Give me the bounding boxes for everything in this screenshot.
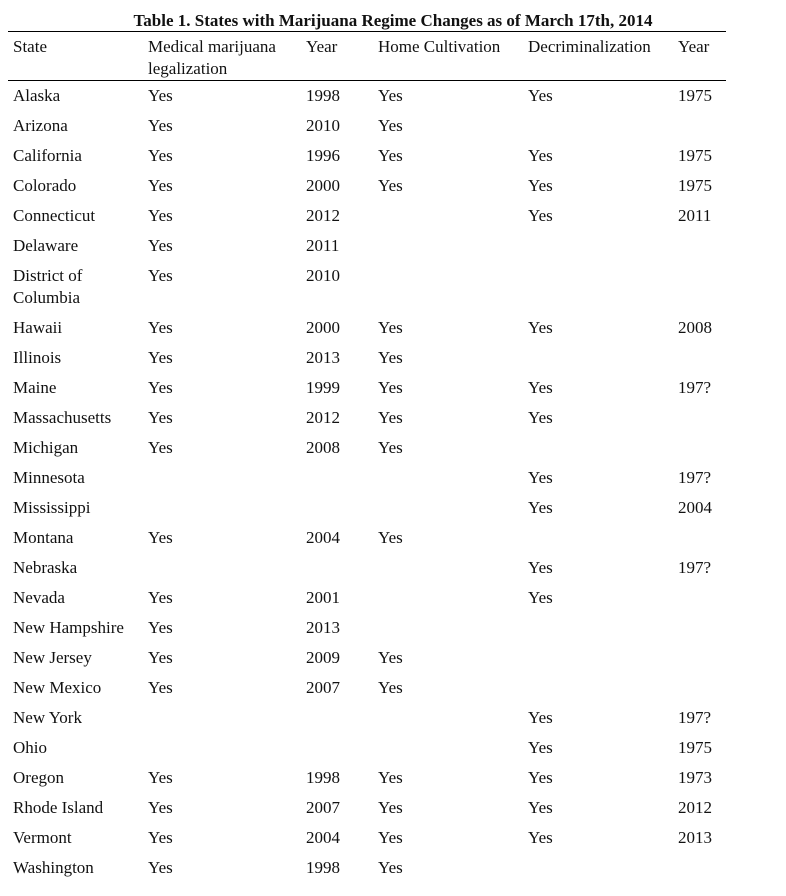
state-name: Michigan: [13, 438, 79, 457]
cell-year-medical: 2009: [306, 648, 340, 667]
table-row: [0, 115, 786, 145]
cell-state: [13, 797, 103, 819]
cell-state: [13, 205, 95, 227]
table-row: [0, 617, 786, 647]
table-row: [0, 527, 786, 557]
state-name: Delaware: [13, 236, 79, 255]
state-name: New Jersey: [13, 648, 92, 667]
cell-year-medical: 2013: [306, 348, 340, 367]
table-row: [0, 467, 786, 497]
cell-year-decrim: 2012: [678, 798, 712, 817]
cell-home-cultivation: Yes: [378, 858, 403, 877]
state-name: Illinois: [13, 348, 62, 367]
cell-year-decrim: 1973: [678, 768, 712, 787]
cell-home-cultivation: Yes: [378, 678, 403, 697]
state-name: District of: [13, 266, 83, 285]
cell-medical: Yes: [148, 798, 173, 817]
state-name: New Hampshire: [13, 618, 124, 637]
cell-home-cultivation: Yes: [378, 528, 403, 547]
cell-home-cultivation: Yes: [378, 116, 403, 135]
table-row: [0, 797, 786, 827]
cell-medical: Yes: [148, 348, 173, 367]
cell-state: [13, 377, 56, 399]
cell-year-medical: 1999: [306, 378, 340, 397]
table-row: [0, 407, 786, 437]
table-title: Table 1. States with Marijuana Regime Changes as of March 17th, 2014: [133, 11, 653, 30]
cell-state: [13, 497, 90, 519]
table-row: [0, 85, 786, 115]
table-row: [0, 647, 786, 677]
cell-medical: Yes: [148, 146, 173, 165]
cell-year-decrim: 2013: [678, 828, 712, 847]
table-row: [0, 437, 786, 467]
header-medical: [148, 36, 276, 80]
cell-year-decrim: 197?: [678, 558, 712, 577]
cell-year-decrim: 1975: [678, 738, 712, 757]
header-year-decrim: Year: [678, 37, 710, 56]
cell-decriminalization: Yes: [528, 708, 553, 727]
cell-decriminalization: Yes: [528, 468, 553, 487]
cell-state: [13, 347, 61, 369]
state-name: Oregon: [13, 768, 64, 787]
cell-year-medical: 1998: [306, 86, 340, 105]
state-name: Alaska: [13, 86, 61, 105]
cell-medical: Yes: [148, 86, 173, 105]
state-name: Washington: [13, 858, 94, 877]
state-name: Vermont: [13, 828, 72, 847]
cell-medical: Yes: [148, 318, 173, 337]
cell-decriminalization: Yes: [528, 408, 553, 427]
cell-year-decrim: 2008: [678, 318, 712, 337]
cell-home-cultivation: Yes: [378, 348, 403, 367]
cell-medical: Yes: [148, 618, 173, 637]
table-row: [0, 587, 786, 617]
cell-state: [13, 317, 62, 339]
cell-medical: Yes: [148, 116, 173, 135]
cell-decriminalization: Yes: [528, 146, 553, 165]
cell-medical: Yes: [148, 266, 173, 285]
state-name: Massachusetts: [13, 408, 112, 427]
cell-state: [13, 647, 92, 669]
cell-medical: Yes: [148, 768, 173, 787]
table-row: [0, 497, 786, 527]
cell-medical: Yes: [148, 678, 173, 697]
cell-year-decrim: 197?: [678, 378, 712, 397]
cell-home-cultivation: Yes: [378, 378, 403, 397]
cell-state: [13, 677, 101, 699]
state-name: California: [13, 146, 82, 165]
cell-medical: Yes: [148, 408, 173, 427]
cell-year-decrim: 197?: [678, 468, 712, 487]
cell-home-cultivation: Yes: [378, 438, 403, 457]
cell-state: [13, 175, 76, 197]
cell-state: [13, 467, 85, 489]
state-name: Colorado: [13, 176, 77, 195]
cell-year-medical: 2012: [306, 408, 340, 427]
header-decriminalization: Decriminalization: [528, 37, 651, 56]
state-name: New Mexico: [13, 678, 102, 697]
cell-year-decrim: 1975: [678, 176, 712, 195]
cell-state: [13, 527, 73, 549]
state-name: Minnesota: [13, 468, 85, 487]
cell-year-decrim: 2011: [678, 206, 712, 225]
table-row: [0, 205, 786, 235]
header-year-medical: Year: [306, 37, 338, 56]
cell-year-medical: 2004: [306, 528, 340, 547]
header-state: State: [13, 37, 47, 56]
table-row: [0, 317, 786, 347]
cell-state: [13, 235, 78, 257]
top-rule: [8, 31, 726, 32]
cell-year-medical: 2007: [306, 798, 340, 817]
cell-year-medical: 2013: [306, 618, 340, 637]
cell-home-cultivation: Yes: [378, 828, 403, 847]
cell-year-medical: 1996: [306, 146, 340, 165]
cell-year-medical: 2011: [306, 236, 340, 255]
table-row: [0, 677, 786, 707]
cell-state: [13, 265, 82, 309]
state-name: Ohio: [13, 738, 47, 757]
state-name: Rhode Island: [13, 798, 104, 817]
header-home-cultivation: Home Cultivation: [378, 37, 501, 56]
cell-state: [13, 827, 72, 849]
cell-decriminalization: Yes: [528, 378, 553, 397]
cell-state: [13, 857, 94, 879]
cell-year-decrim: 197?: [678, 708, 712, 727]
cell-medical: Yes: [148, 378, 173, 397]
table-row: [0, 235, 786, 265]
table-row: [0, 265, 786, 317]
cell-medical: Yes: [148, 176, 173, 195]
table-header: [0, 36, 786, 80]
cell-year-medical: 2001: [306, 588, 340, 607]
cell-year-medical: 1998: [306, 858, 340, 877]
cell-year-decrim: 1975: [678, 146, 712, 165]
cell-state: [13, 587, 65, 609]
cell-home-cultivation: Yes: [378, 768, 403, 787]
state-name: Arizona: [13, 116, 68, 135]
cell-year-medical: 2008: [306, 438, 340, 457]
table-row: [0, 707, 786, 737]
header-medical-line1: Medical marijuana: [148, 37, 276, 56]
table-row: [0, 145, 786, 175]
cell-decriminalization: Yes: [528, 176, 553, 195]
table-row: [0, 347, 786, 377]
cell-medical: Yes: [148, 528, 173, 547]
cell-home-cultivation: Yes: [378, 798, 403, 817]
cell-state: [13, 437, 78, 459]
cell-home-cultivation: Yes: [378, 176, 403, 195]
cell-decriminalization: Yes: [528, 498, 553, 517]
cell-decriminalization: Yes: [528, 558, 553, 577]
cell-medical: Yes: [148, 648, 173, 667]
cell-state: [13, 737, 47, 759]
cell-state: [13, 767, 64, 789]
header-rule: [8, 80, 726, 81]
cell-state: [13, 707, 82, 729]
cell-year-decrim: 2004: [678, 498, 712, 517]
state-name: Connecticut: [13, 206, 96, 225]
cell-medical: Yes: [148, 858, 173, 877]
cell-year-medical: 2010: [306, 116, 340, 135]
state-name: Maine: [13, 378, 57, 397]
cell-year-medical: 2000: [306, 318, 340, 337]
cell-year-medical: 2012: [306, 206, 340, 225]
table-row: [0, 377, 786, 407]
state-name: Nebraska: [13, 558, 78, 577]
state-name: New York: [13, 708, 82, 727]
cell-year-medical: 2007: [306, 678, 340, 697]
cell-state: [13, 557, 77, 579]
cell-home-cultivation: Yes: [378, 86, 403, 105]
table-row: [0, 827, 786, 857]
table-row: [0, 767, 786, 797]
cell-medical: Yes: [148, 236, 173, 255]
cell-state: [13, 115, 68, 137]
cell-year-medical: 1998: [306, 768, 340, 787]
cell-medical: Yes: [148, 206, 173, 225]
cell-home-cultivation: Yes: [378, 318, 403, 337]
state-name: Nevada: [13, 588, 65, 607]
cell-home-cultivation: Yes: [378, 648, 403, 667]
cell-year-medical: 2010: [306, 266, 340, 285]
cell-year-medical: 2000: [306, 176, 340, 195]
cell-medical: Yes: [148, 588, 173, 607]
cell-decriminalization: Yes: [528, 828, 553, 847]
state-name-line2: Columbia: [13, 288, 81, 307]
cell-home-cultivation: Yes: [378, 408, 403, 427]
cell-state: [13, 617, 124, 639]
cell-state: [13, 145, 82, 167]
cell-decriminalization: Yes: [528, 768, 553, 787]
table-body: [0, 85, 786, 887]
cell-decriminalization: Yes: [528, 318, 553, 337]
table-row: [0, 175, 786, 205]
state-name: Hawaii: [13, 318, 63, 337]
table-row: [0, 857, 786, 887]
cell-year-medical: 2004: [306, 828, 340, 847]
cell-decriminalization: Yes: [528, 798, 553, 817]
cell-decriminalization: Yes: [528, 588, 553, 607]
cell-state: [13, 407, 111, 429]
cell-year-decrim: 1975: [678, 86, 712, 105]
table-row: [0, 737, 786, 767]
cell-medical: Yes: [148, 828, 173, 847]
cell-state: [13, 85, 60, 107]
header-medical-line2: legalization: [148, 59, 228, 78]
table-row: [0, 557, 786, 587]
cell-home-cultivation: Yes: [378, 146, 403, 165]
cell-decriminalization: Yes: [528, 86, 553, 105]
cell-decriminalization: Yes: [528, 206, 553, 225]
state-name: Montana: [13, 528, 74, 547]
cell-medical: Yes: [148, 438, 173, 457]
cell-decriminalization: Yes: [528, 738, 553, 757]
state-name: Mississippi: [13, 498, 91, 517]
